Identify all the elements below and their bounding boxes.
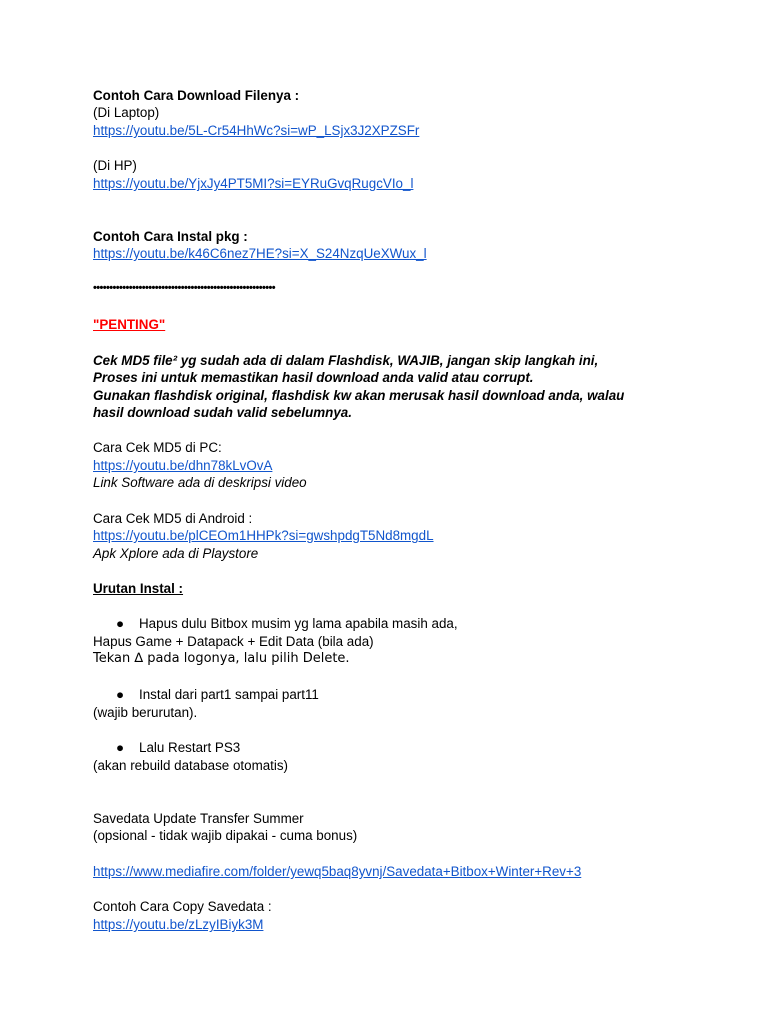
md5-pc-label: Cara Cek MD5 di PC: <box>93 440 222 455</box>
penting-line-1: Cek MD5 file² yg sudah ada di dalam Flashdisk, WAJIB, jangan skip langkah ini, <box>93 353 599 368</box>
step-3-text: Lalu Restart PS3 <box>139 740 241 755</box>
savedata-link[interactable]: https://www.mediafire.com/folder/yewq5baq8yvnj/Savedata+Bitbox+Winter+Rev+3 <box>93 864 582 879</box>
urutan-heading: Urutan Instal : <box>93 581 184 596</box>
penting-line-4: hasil download sudah valid sebelumnya. <box>93 405 352 420</box>
install-pkg-link[interactable]: https://youtu.be/k46C6nez7HE?si=X_S24NzqUeXWux_l <box>93 246 427 261</box>
step-1-bullet <box>116 615 458 632</box>
step-2-bullet <box>116 686 319 703</box>
penting-line-3: Gunakan flashdisk original, flashdisk kw akan merusak hasil download anda, walau <box>93 388 625 403</box>
step-3-line-1: (akan rebuild database otomatis) <box>93 758 289 773</box>
md5-pc-link[interactable]: https://youtu.be/dhn78kLvOvA <box>93 458 273 473</box>
savedata-title: Savedata Update Transfer Summer <box>93 811 304 826</box>
step-1-text: Hapus dulu Bitbox musim yg lama apabila masih ada, <box>139 616 458 631</box>
copy-savedata-label: Contoh Cara Copy Savedata : <box>93 899 272 914</box>
hp-download-link[interactable]: https://youtu.be/YjxJy4PT5MI?si=EYRuGvqRugcVIo_l <box>93 176 414 191</box>
hp-label: (Di HP) <box>93 158 137 173</box>
download-heading: Contoh Cara Download Filenya : <box>93 88 300 103</box>
md5-pc-note: Link Software ada di deskripsi video <box>93 475 307 490</box>
md5-android-link[interactable]: https://youtu.be/plCEOm1HHPk?si=gwshpdgT5Nd8mgdL <box>93 528 434 543</box>
step-2-text: Instal dari part1 sampai part11 <box>139 687 319 702</box>
penting-line-2: Proses ini untuk memastikan hasil download anda valid atau corrupt. <box>93 370 534 385</box>
penting-label: "PENTING" <box>93 317 166 332</box>
md5-android-note: Apk Xplore ada di Playstore <box>93 546 259 561</box>
savedata-subtitle: (opsional - tidak wajib dipakai - cuma bonus) <box>93 828 358 843</box>
copy-savedata-link[interactable]: https://youtu.be/zLzyIBiyk3M <box>93 917 264 932</box>
laptop-label: (Di Laptop) <box>93 105 160 120</box>
md5-android-label: Cara Cek MD5 di Android : <box>93 511 253 526</box>
laptop-download-link[interactable]: https://youtu.be/5L-Cr54HhWc?si=wP_LSjx3J2XPZSFr <box>93 123 420 138</box>
step-2-line-1: (wajib berurutan). <box>93 705 198 720</box>
step-1-line-1: Hapus Game + Datapack + Edit Data (bila ada) <box>93 634 374 649</box>
bullet-dot-icon: ● <box>116 740 125 755</box>
bullet-dot-icon: ● <box>116 616 125 631</box>
install-pkg-heading: Contoh Cara Instal pkg : <box>93 229 248 244</box>
step-3-bullet <box>116 739 240 756</box>
bullet-dot-icon: ● <box>116 687 125 702</box>
dot-separator: •••••••••••••••••••••••••••••••••••••••••••••••••••••••• <box>93 282 276 294</box>
step-1-extra: Tekan ∆ pada logonya, lalu pilih Delete. <box>93 651 350 666</box>
